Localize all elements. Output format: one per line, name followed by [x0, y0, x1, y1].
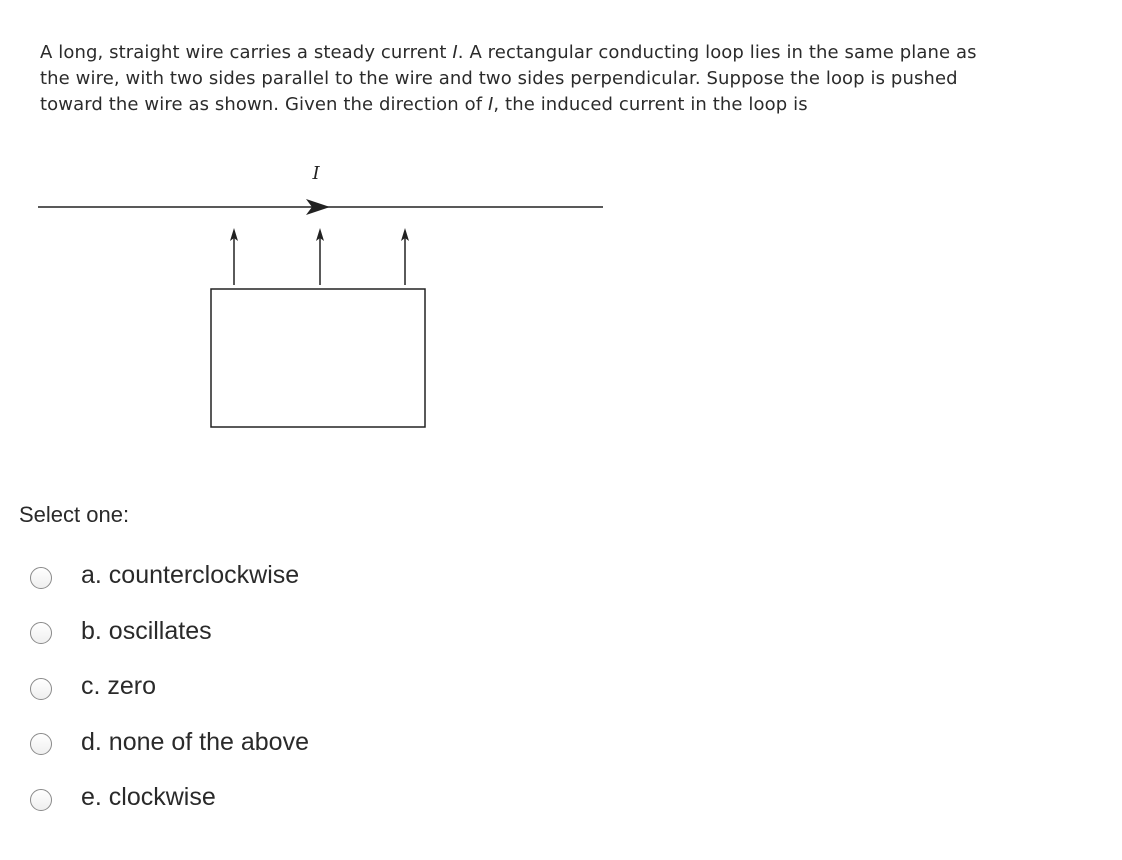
current-variable: I: [487, 94, 494, 115]
option-label[interactable]: c. zero: [81, 672, 157, 701]
answer-options: [30, 548, 309, 826]
option-label[interactable]: a. counterclockwise: [81, 561, 300, 590]
question-line-1-end: . A rectangular conducting loop lies in the same plane as: [457, 42, 977, 63]
radio-button[interactable]: [30, 733, 52, 755]
radio-button[interactable]: [30, 567, 52, 589]
question-line-3: [40, 92, 1090, 118]
question-line-1-start: A long, straight wire carries a steady current: [40, 42, 453, 63]
motion-arrow-left: [230, 228, 238, 285]
radio-button[interactable]: [30, 678, 52, 700]
option-b[interactable]: [30, 604, 309, 660]
question-line-3-start: toward the wire as shown. Given the direction of: [40, 94, 488, 115]
current-variable: I: [452, 42, 458, 63]
radio-button[interactable]: [30, 789, 52, 811]
motion-arrow-right: [401, 228, 409, 285]
current-label: I: [312, 163, 320, 184]
question-text: [40, 40, 1090, 118]
option-a[interactable]: [30, 548, 309, 604]
motion-arrow-center: [316, 228, 324, 285]
question-line-2: the wire, with two sides parallel to the wire and two sides perpendicular. Suppose the loop is pushed: [40, 68, 958, 89]
option-label[interactable]: e. clockwise: [81, 783, 216, 812]
option-c[interactable]: [30, 659, 309, 715]
option-label[interactable]: b. oscillates: [81, 616, 212, 645]
option-e[interactable]: [30, 770, 309, 826]
radio-button[interactable]: [30, 622, 52, 644]
option-label[interactable]: d. none of the above: [81, 727, 309, 756]
select-one-label: Select one:: [19, 502, 130, 527]
wire-loop-diagram: [0, 150, 640, 450]
rectangular-loop: [211, 289, 425, 427]
option-d[interactable]: [30, 715, 309, 771]
question-line-3-end: , the induced current in the loop is: [493, 94, 808, 115]
question-line-1: [40, 40, 1090, 66]
